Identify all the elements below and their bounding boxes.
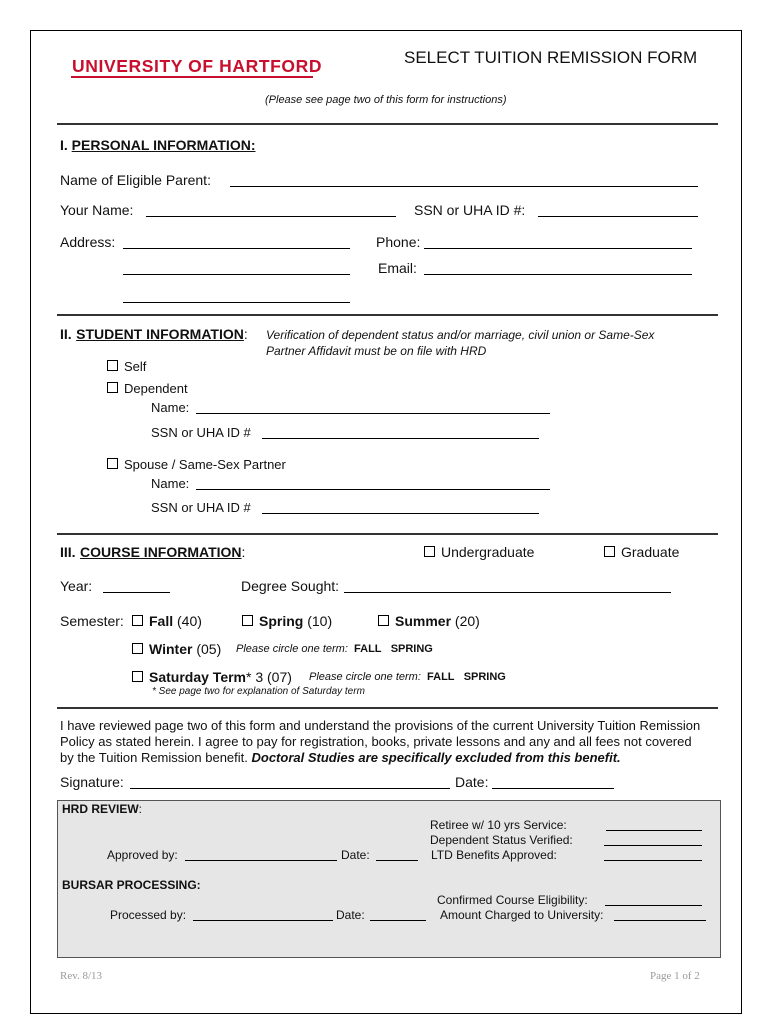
dependent-ssn-field[interactable] <box>262 438 539 439</box>
processed-by-label: Processed by: <box>110 908 187 922</box>
email-label: Email: <box>378 260 417 276</box>
student-note-line2: Partner Affidavit must be on file with HRD <box>266 344 487 358</box>
signature-date-label: Date: <box>455 774 489 790</box>
address-field-2[interactable] <box>123 274 350 275</box>
undergraduate-checkbox[interactable] <box>424 546 435 557</box>
eligible-parent-field[interactable] <box>230 186 698 187</box>
degree-label: Degree Sought: <box>241 578 340 594</box>
your-name-label: Your Name: <box>60 202 134 218</box>
dependent-name-label: Name: <box>151 400 190 415</box>
section-personal-heading: I. PERSONAL INFORMATION: <box>60 137 256 153</box>
phone-field[interactable] <box>424 248 692 249</box>
saturday-checkbox[interactable] <box>132 671 143 682</box>
hrd-date-field[interactable] <box>376 860 418 861</box>
agreement-line2: Policy as stated herein. I agree to pay for registration, books, private lessons and any and all fees not covered <box>60 734 692 749</box>
saturday-fall-choice[interactable]: FALL <box>427 671 455 683</box>
signature-date-field[interactable] <box>492 788 614 789</box>
approved-by-field[interactable] <box>185 860 337 861</box>
winter-option[interactable]: Winter (05) <box>132 641 221 657</box>
dependent-option[interactable]: Dependent <box>107 381 188 396</box>
form-subtitle: (Please see page two of this form for instructions) <box>265 94 507 106</box>
address-field-1[interactable] <box>123 248 350 249</box>
section-student-heading: II. STUDENT INFORMATION: <box>60 326 248 342</box>
spring-option[interactable]: Spring (10) <box>242 613 332 629</box>
winter-checkbox[interactable] <box>132 643 143 654</box>
self-option[interactable]: Self <box>107 359 146 374</box>
page-number: Page 1 of 2 <box>650 970 700 982</box>
graduate-option[interactable]: Graduate <box>604 544 679 560</box>
ltd-field[interactable] <box>604 860 702 861</box>
agreement-line1: I have reviewed page two of this form and understand the provisions of the current University Tuition Remission <box>60 718 701 733</box>
amount-charged-field[interactable] <box>614 920 706 921</box>
spouse-ssn-field[interactable] <box>262 513 539 514</box>
dependent-ssn-label: SSN or UHA ID # <box>151 425 251 440</box>
signature-label: Signature: <box>60 774 124 790</box>
fall-checkbox[interactable] <box>132 615 143 626</box>
ltd-label: LTD Benefits Approved: <box>431 848 557 862</box>
bursar-date-field[interactable] <box>370 920 426 921</box>
summer-option[interactable]: Summer (20) <box>378 613 480 629</box>
dependent-checkbox[interactable] <box>107 382 118 393</box>
email-field[interactable] <box>424 274 692 275</box>
dependent-verified-field[interactable] <box>604 845 702 846</box>
year-label: Year: <box>60 578 93 594</box>
section-divider <box>57 707 718 709</box>
phone-label: Phone: <box>376 234 421 250</box>
winter-circle-note: Please circle one term: FALL SPRING <box>236 643 433 655</box>
dependent-verified-label: Dependent Status Verified: <box>430 833 573 847</box>
winter-fall-choice[interactable]: FALL <box>354 643 382 655</box>
semester-label: Semester: <box>60 613 124 629</box>
spouse-ssn-label: SSN or UHA ID # <box>151 500 251 515</box>
eligible-parent-label: Name of Eligible Parent: <box>60 172 211 188</box>
hrd-review-heading: HRD REVIEW: <box>62 802 143 816</box>
ssn-label: SSN or UHA ID #: <box>414 202 526 218</box>
section-divider <box>57 533 718 535</box>
university-logo: UNIVERSITY OF HARTFORD <box>72 56 323 76</box>
section-divider <box>57 314 718 316</box>
saturday-footnote: * See page two for explanation of Saturday term <box>152 686 365 697</box>
revision-label: Rev. 8/13 <box>60 970 103 982</box>
student-note-line1: Verification of dependent status and/or marriage, civil union or Same-Sex <box>266 328 655 342</box>
hrd-date-label: Date: <box>341 848 370 862</box>
graduate-checkbox[interactable] <box>604 546 615 557</box>
dependent-name-field[interactable] <box>196 413 550 414</box>
retiree-field[interactable] <box>606 830 702 831</box>
processed-by-field[interactable] <box>193 920 333 921</box>
approved-by-label: Approved by: <box>107 848 178 862</box>
section-course-heading: III. COURSE INFORMATION: <box>60 544 246 560</box>
amount-charged-label: Amount Charged to University: <box>440 908 604 922</box>
address-label: Address: <box>60 234 116 250</box>
self-checkbox[interactable] <box>107 360 118 371</box>
logo-underline <box>71 76 313 78</box>
agreement-line3: by the Tuition Remission benefit. Doctoral Studies are specifically excluded from this benefit. <box>60 750 621 765</box>
degree-field[interactable] <box>344 592 671 593</box>
retiree-label: Retiree w/ 10 yrs Service: <box>430 818 567 832</box>
winter-spring-choice[interactable]: SPRING <box>390 643 433 655</box>
spring-checkbox[interactable] <box>242 615 253 626</box>
spouse-checkbox[interactable] <box>107 458 118 469</box>
fall-option[interactable]: Fall (40) <box>132 613 202 629</box>
ssn-field[interactable] <box>538 216 698 217</box>
bursar-heading: BURSAR PROCESSING: <box>62 878 201 892</box>
saturday-option[interactable]: Saturday Term* 3 (07) <box>132 669 292 685</box>
undergraduate-option[interactable]: Undergraduate <box>424 544 534 560</box>
spouse-name-field[interactable] <box>196 489 550 490</box>
saturday-circle-note: Please circle one term: FALL SPRING <box>309 671 506 683</box>
form-title: SELECT TUITION REMISSION FORM <box>404 48 698 67</box>
address-field-3[interactable] <box>123 302 350 303</box>
signature-field[interactable] <box>130 788 450 789</box>
saturday-spring-choice[interactable]: SPRING <box>463 671 506 683</box>
confirmed-eligibility-field[interactable] <box>605 905 702 906</box>
year-field[interactable] <box>103 592 170 593</box>
spouse-option[interactable]: Spouse / Same-Sex Partner <box>107 457 286 472</box>
section-divider <box>57 123 718 125</box>
your-name-field[interactable] <box>146 216 396 217</box>
summer-checkbox[interactable] <box>378 615 389 626</box>
bursar-date-label: Date: <box>336 908 365 922</box>
spouse-name-label: Name: <box>151 476 190 491</box>
confirmed-eligibility-label: Confirmed Course Eligibility: <box>437 893 588 907</box>
